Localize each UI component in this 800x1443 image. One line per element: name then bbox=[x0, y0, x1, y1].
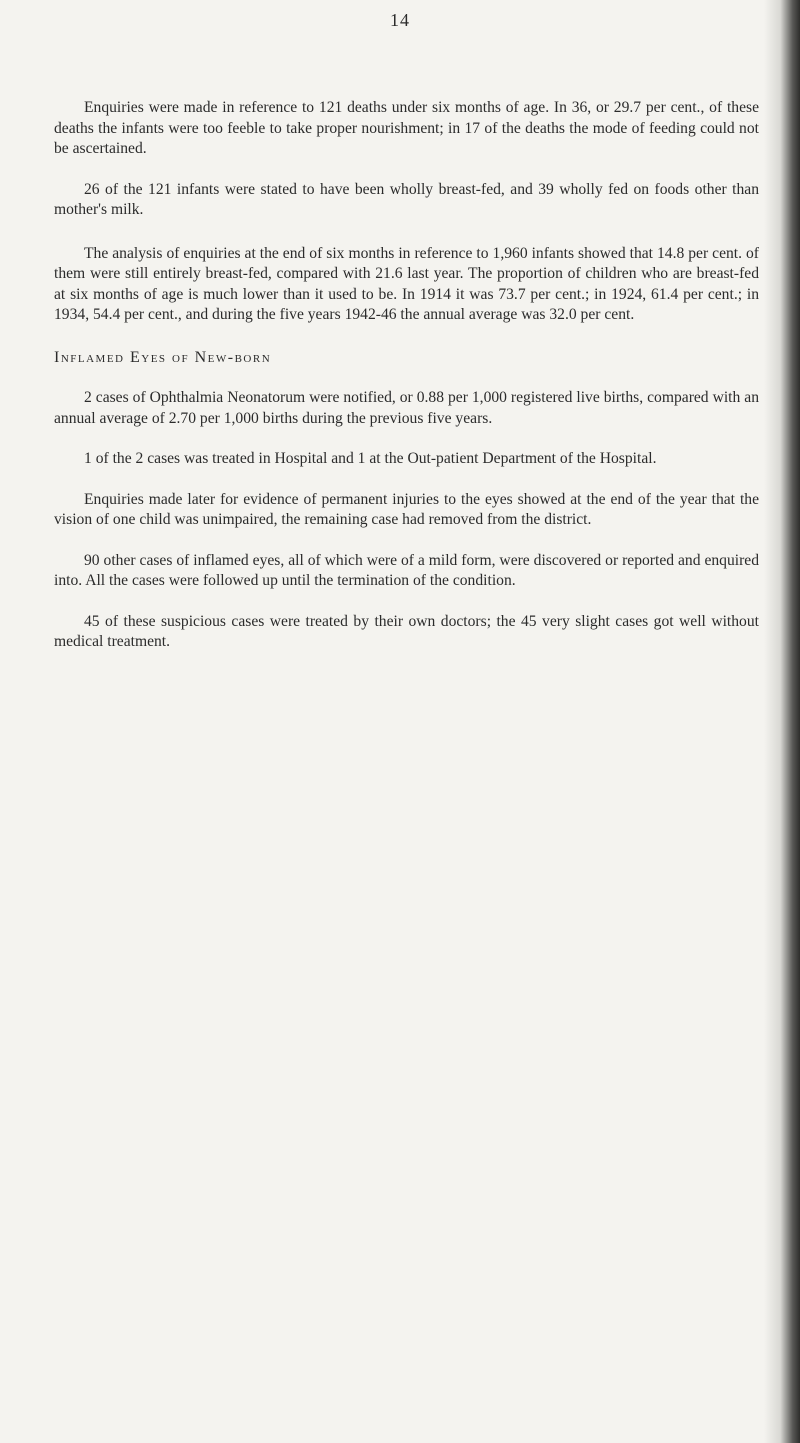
paragraph-later-enquiries: Enquiries made later for evidence of permanent injuries to the eyes showed at the end of the year that the vision of one child was unimpaired, the remaining case had removed from the district. bbox=[54, 490, 759, 528]
page-body bbox=[54, 98, 759, 653]
page-edge-shadow bbox=[764, 0, 800, 1443]
paragraph-infant-deaths-enquiries: Enquiries were made in reference to 121 deaths under six months of age. In 36, or 29.7 per cent., of these deaths the infants were too feeble to take proper nourishment; in 17 of the deaths the mode of feeding could not be ascertained. bbox=[54, 99, 759, 157]
paragraph-breastfeeding-analysis: The analysis of enquiries at the end of six months in reference to 1,960 infants showed that 14.8 per cent. of them were still entirely breast-fed, compared with 21.6 last year. The proportion of children who are breast-fed at six months of age is much lower than it used to be. In 1914 it was 73.7 per cent.; in 1924, 61.4 per cent.; in 1934, 54.4 per cent., and during the five years 1942-46 the annual average was 32.0 per cent. bbox=[54, 244, 759, 323]
paragraph-suspicious-cases: 45 of these suspicious cases were treated by their own doctors; the 45 very slight cases got well without medical treatment. bbox=[54, 612, 759, 650]
paragraph-other-inflamed-eyes: 90 other cases of inflamed eyes, all of which were of a mild form, were discovered or reported and enquired into. All the cases were followed up until the termination of the condition. bbox=[54, 551, 759, 589]
paragraph-ophthalmia-cases: 2 cases of Ophthalmia Neonatorum were notified, or 0.88 per 1,000 registered live births, compared with an annual average of 2.70 per 1,000 births during the previous five years. bbox=[54, 389, 759, 427]
page-number: 14 bbox=[390, 10, 410, 30]
section-heading: Inflamed Eyes of New-born bbox=[54, 348, 272, 366]
paragraph-feeding-method: 26 of the 121 infants were stated to have been wholly breast-fed, and 39 wholly fed on foods other than mother's milk. bbox=[54, 180, 759, 218]
paragraph-treatment-location: 1 of the 2 cases was treated in Hospital and 1 at the Out-patient Department of the Hospital. bbox=[84, 450, 657, 467]
